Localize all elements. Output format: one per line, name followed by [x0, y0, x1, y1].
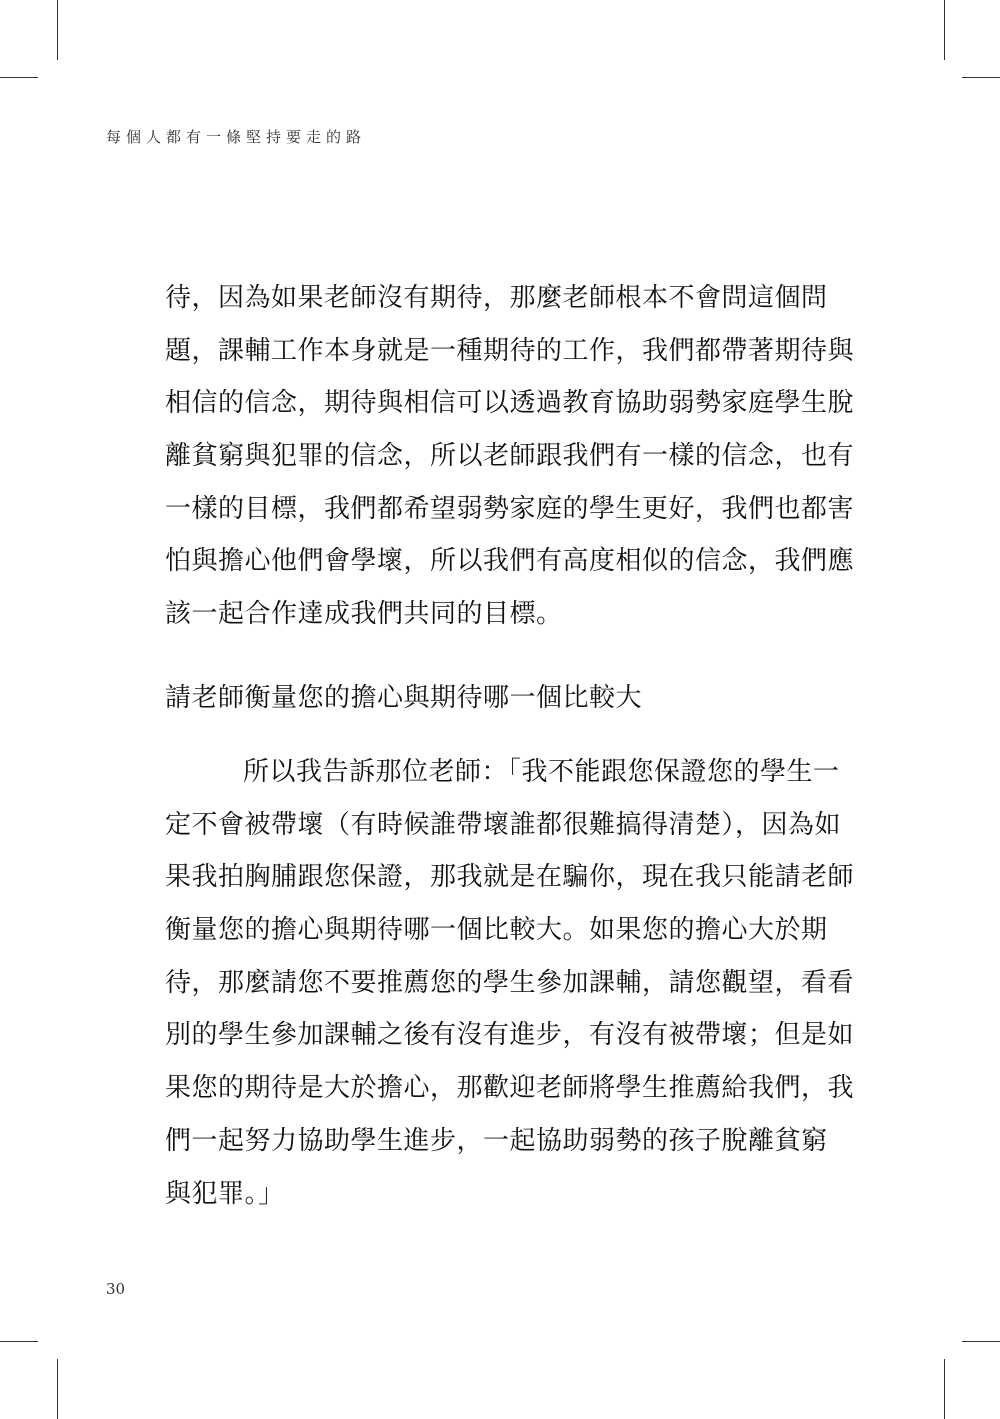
- paragraph-line: 們一起努力協助學生進步，一起協助弱勢的孩子脫離貧窮: [165, 1125, 828, 1156]
- paragraph-line: 怕與擔心他們會學壞，所以我們有高度相似的信念，我們應: [165, 546, 855, 577]
- paragraph-1: [165, 272, 855, 641]
- paragraph-line: 相信的信念，期待與相信可以透過教育協助弱勢家庭學生脫: [165, 388, 855, 419]
- page-number: 30: [106, 1280, 126, 1298]
- paragraph-line: 果您的期待是大於擔心，那歡迎老師將學生推薦給我們，我: [165, 1073, 855, 1104]
- paragraph-line: 一樣的目標，我們都希望弱勢家庭的學生更好，我們也都害: [165, 493, 855, 524]
- crop-mark-bottom-right-vertical: [944, 1359, 945, 1419]
- crop-mark-top-left-horizontal: [0, 77, 38, 78]
- paragraph-line: 離貧窮與犯罪的信念，所以老師跟我們有一樣的信念，也有: [165, 441, 855, 472]
- paragraph-line: 該一起合作達成我們共同的目標。: [165, 599, 563, 630]
- paragraph-line: 衡量您的擔心與期待哪一個比較大。如果您的擔心大於期: [165, 915, 828, 946]
- paragraph-line: 定不會被帶壞（有時候誰帶壞誰都很難搞得清楚），因為如: [165, 809, 842, 840]
- paragraph-line: 待，因為如果老師沒有期待，那麼老師根本不會問這個問: [165, 283, 828, 313]
- crop-mark-bottom-left-vertical: [57, 1359, 58, 1419]
- paragraph-line: 別的學生參加課輔之後有沒有進步，有沒有被帶壞；但是如: [165, 1020, 855, 1051]
- section-subheading: 請老師衡量您的擔心與期待哪一個比較大: [165, 683, 643, 713]
- crop-mark-bottom-right-horizontal: [962, 1341, 1000, 1342]
- paragraph-2: [165, 746, 855, 1220]
- crop-mark-top-left-vertical: [57, 0, 58, 60]
- paragraph-line: 所以我告訴那位老師：「我不能跟您保證您的學生一: [243, 757, 840, 787]
- paragraph-line: 果我拍胸脯跟您保證，那我就是在騙你，現在我只能請老師: [165, 862, 855, 893]
- paragraph-line: 與犯罪。」: [165, 1178, 285, 1209]
- running-header: 每個人都有一條堅持要走的路: [106, 128, 367, 146]
- paragraph-line: 題，課輔工作本身就是一種期待的工作，我們都帶著期待與: [165, 335, 855, 366]
- crop-mark-top-right-horizontal: [962, 77, 1000, 78]
- crop-mark-top-right-vertical: [944, 0, 945, 60]
- paragraph-line: 待，那麼請您不要推薦您的學生參加課輔，請您觀望，看看: [165, 967, 855, 998]
- crop-mark-bottom-left-horizontal: [0, 1341, 38, 1342]
